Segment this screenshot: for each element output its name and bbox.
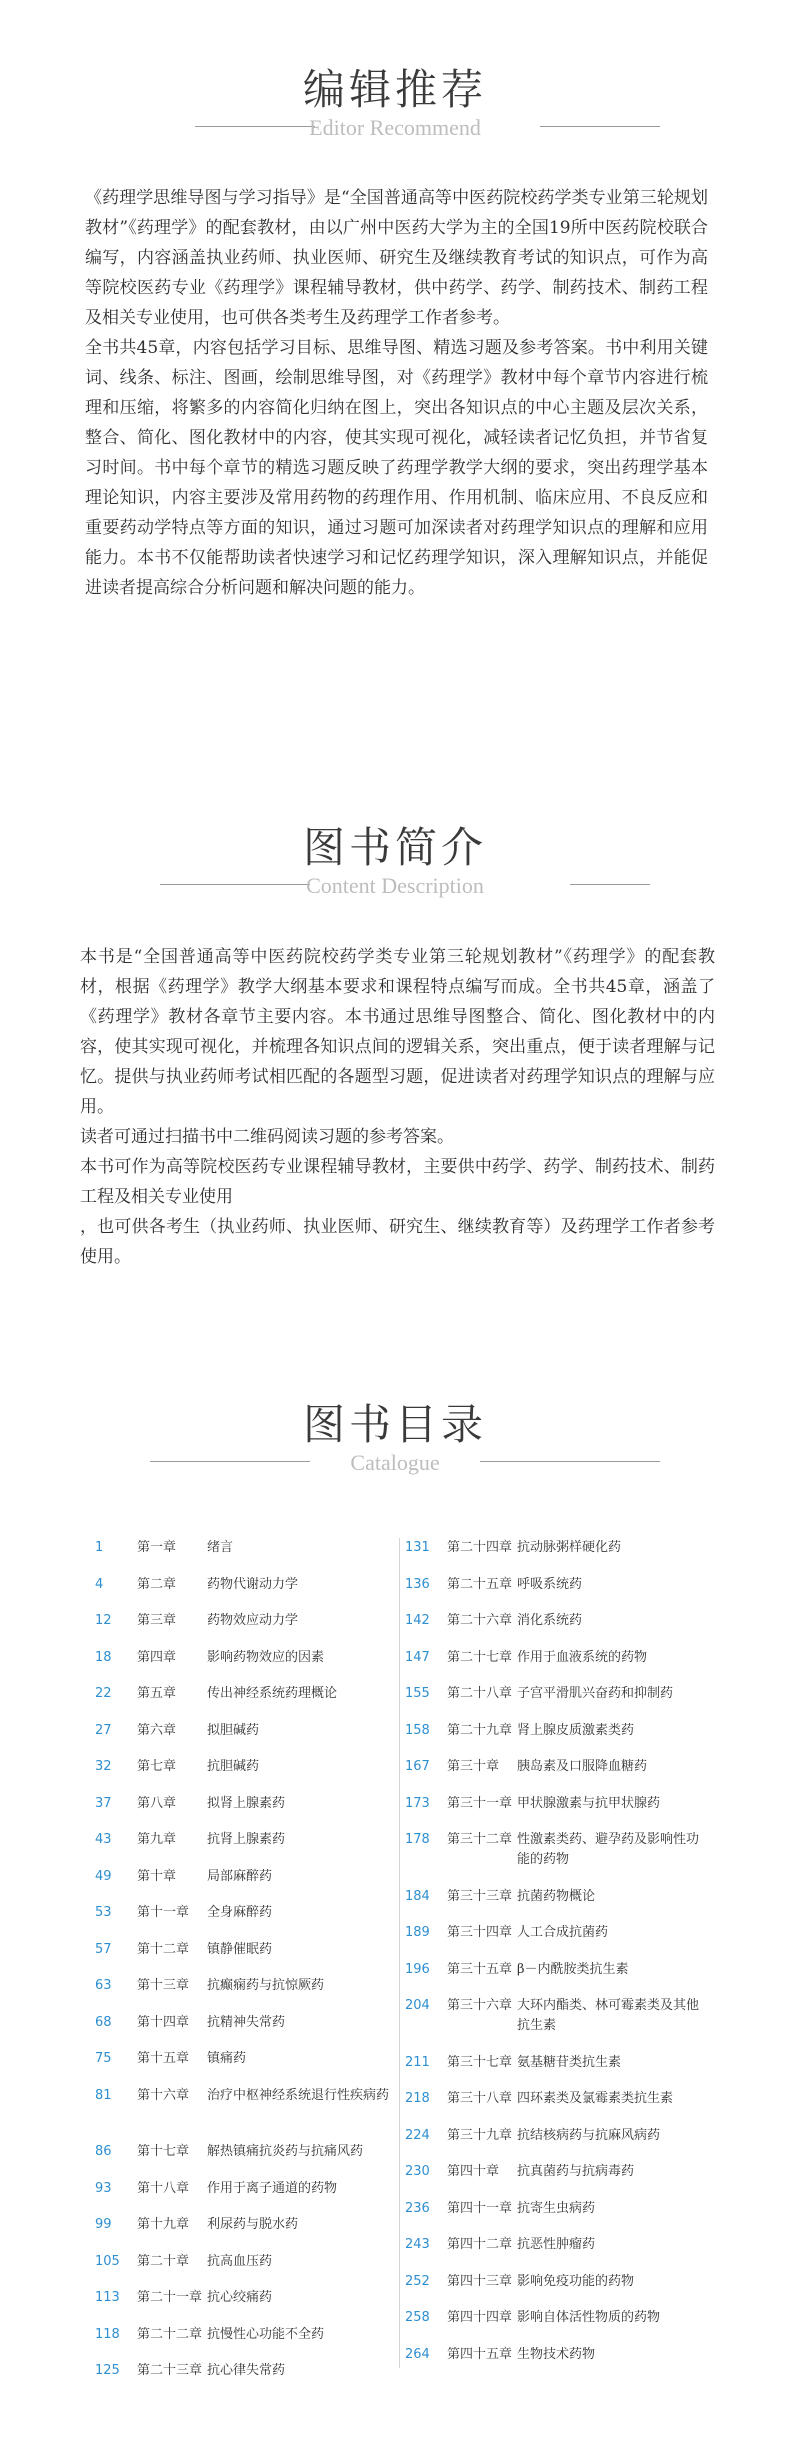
toc-page-number: 18 bbox=[95, 1649, 112, 1665]
toc-chapter-number: 第三章 bbox=[137, 1613, 177, 1628]
toc-page-number: 75 bbox=[95, 2051, 112, 2066]
paragraph: ，也可供各考生（执业药师、执业医师、研究生、继续教育等）及药理学工作者参考使用。 bbox=[80, 1217, 715, 1267]
toc-page-number: 12 bbox=[95, 1613, 112, 1628]
toc-page-number: 236 bbox=[405, 2200, 430, 2216]
toc-chapter-number: 第四十一章 bbox=[447, 2200, 513, 2216]
toc-chapter-title: 抗菌药物概论 bbox=[517, 1888, 596, 1904]
toc-chapter-number: 第二十九章 bbox=[447, 1722, 513, 1738]
toc-page-number: 158 bbox=[405, 1722, 430, 1738]
toc-page-number: 63 bbox=[95, 1978, 112, 1993]
toc-page-number: 178 bbox=[405, 1832, 430, 1847]
toc-page-number: 1 bbox=[95, 1540, 104, 1555]
toc-chapter-number: 第二十三章 bbox=[137, 2363, 203, 2378]
toc-chapter-title: 解热镇痛抗炎药与抗痛风药 bbox=[207, 2144, 364, 2159]
toc-chapter-number: 第八章 bbox=[137, 1795, 177, 1811]
toc-chapter-number: 第十一章 bbox=[137, 1905, 190, 1920]
toc-page-number: 118 bbox=[95, 2326, 120, 2342]
toc-chapter-number: 第二十四章 bbox=[447, 1540, 513, 1555]
toc-chapter-number: 第四十三章 bbox=[447, 2273, 513, 2289]
toc-page-number: 113 bbox=[95, 2290, 120, 2305]
toc-page-number: 224 bbox=[405, 2127, 430, 2143]
toc-chapter-title: 作用于离子通道的药物 bbox=[207, 2180, 338, 2196]
toc-chapter-number: 第五章 bbox=[137, 1686, 177, 1701]
toc-page-number: 37 bbox=[95, 1795, 112, 1811]
toc-chapter-number: 第三十二章 bbox=[447, 1832, 513, 1847]
toc-chapter-title: 抗恶性肿瘤药 bbox=[517, 2237, 596, 2252]
toc-chapter-number: 第九章 bbox=[137, 1832, 177, 1847]
toc-chapter-number: 第三十九章 bbox=[447, 2127, 513, 2143]
toc-chapter-title: 抗结核病药与抗麻风病药 bbox=[517, 2127, 661, 2143]
toc-chapter-number: 第十二章 bbox=[137, 1941, 190, 1957]
toc-chapter-title: 作用于血液系统的药物 bbox=[517, 1649, 648, 1665]
toc-chapter-number: 第四章 bbox=[137, 1649, 177, 1665]
toc-chapter-title: 甲状腺激素与抗甲状腺药 bbox=[517, 1795, 661, 1811]
toc-page-number: 184 bbox=[405, 1888, 430, 1904]
toc-page-number: 68 bbox=[95, 2014, 112, 2030]
toc-page-number: 131 bbox=[405, 1540, 430, 1555]
toc-chapter-title: 拟胆碱药 bbox=[207, 1722, 260, 1738]
toc-chapter-title: 抗动脉粥样硬化药 bbox=[517, 1540, 622, 1555]
toc-page-number: 86 bbox=[95, 2144, 112, 2159]
toc-chapter-number: 第二十六章 bbox=[447, 1613, 513, 1628]
toc-chapter-title: 性激素类药、避孕药及影响性功能的药物 bbox=[517, 1832, 700, 1867]
toc-page-number: 258 bbox=[405, 2310, 430, 2325]
toc-page-number: 99 bbox=[95, 2217, 112, 2232]
toc-page-number: 93 bbox=[95, 2180, 112, 2196]
toc-page-number: 264 bbox=[405, 2346, 430, 2362]
toc-chapter-number: 第二十一章 bbox=[137, 2290, 203, 2305]
toc-page-number: 218 bbox=[405, 2091, 430, 2106]
toc-chapter-number: 第十三章 bbox=[137, 1978, 190, 1993]
toc-chapter-title: 绪言 bbox=[207, 1540, 234, 1555]
toc-chapter-number: 第四十二章 bbox=[447, 2237, 513, 2252]
editor-recommend-text bbox=[85, 183, 708, 603]
content-description-text bbox=[80, 942, 715, 1272]
toc-page-number: 32 bbox=[95, 1759, 112, 1774]
toc-chapter-number: 第二十章 bbox=[137, 2253, 190, 2269]
toc-chapter-title: 抗胆碱药 bbox=[207, 1759, 260, 1774]
toc-chapter-number: 第三十三章 bbox=[447, 1888, 513, 1904]
toc-chapter-title: 影响自体活性物质的药物 bbox=[517, 2310, 661, 2325]
toc-page-number: 167 bbox=[405, 1759, 430, 1774]
toc-chapter-title: 抗心绞痛药 bbox=[207, 2290, 273, 2305]
toc-chapter-number: 第三十章 bbox=[447, 1759, 500, 1774]
section-title: 图书简介 bbox=[302, 823, 487, 872]
toc-page-number: 155 bbox=[405, 1686, 430, 1701]
toc-chapter-number: 第十八章 bbox=[137, 2180, 190, 2196]
toc-chapter-title: 抗肾上腺素药 bbox=[207, 1832, 286, 1847]
toc-chapter-title: β－内酰胺类抗生素 bbox=[517, 1961, 629, 1977]
toc-page-number: 49 bbox=[95, 1868, 112, 1884]
section-title: 编辑推荐 bbox=[302, 65, 487, 114]
toc-chapter-number: 第四十五章 bbox=[447, 2346, 513, 2362]
paragraph: 本书是“全国普通高等中医药院校药学类专业第三轮规划教材”《药理学》的配套教材，根据《药理学》教学大纲基本要求和课程特点编写而成。全书共45章，涵盖了《药理学》教材各章节主要内容。本书通过思维导图整合、简化、图化教材中的内容，使其实现可视化，并梳理各知识点间的逻辑关系，突出重点，便于读者理解与记忆。提供与执业药师考试相匹配的各题型习题，促进读者对药理学知识点的理解与应用。 bbox=[80, 947, 715, 1117]
toc-chapter-number: 第二十八章 bbox=[447, 1686, 513, 1701]
paragraph: 读者可通过扫描书中二维码阅读习题的参考答案。 bbox=[80, 1127, 454, 1147]
toc-chapter-title: 利尿药与脱水药 bbox=[207, 2217, 299, 2232]
editor-recommend-header bbox=[0, 62, 790, 172]
toc-chapter-title: 抗癫痫药与抗惊厥药 bbox=[207, 1978, 325, 1993]
toc-page-number: 189 bbox=[405, 1925, 430, 1940]
toc-chapter-number: 第四十章 bbox=[447, 2164, 500, 2179]
toc-chapter-title: 呼吸系统药 bbox=[517, 1576, 583, 1592]
toc-chapter-title: 抗真菌药与抗病毒药 bbox=[517, 2164, 635, 2179]
toc-chapter-title: 胰岛素及口服降血糖药 bbox=[517, 1759, 648, 1774]
toc-page-number: 125 bbox=[95, 2363, 120, 2378]
toc-chapter-title: 传出神经系统药理概论 bbox=[207, 1686, 338, 1701]
toc-chapter-number: 第七章 bbox=[137, 1759, 177, 1774]
toc-chapter-number: 第三十六章 bbox=[447, 1998, 513, 2013]
toc-chapter-title: 子宫平滑肌兴奋药和抑制药 bbox=[517, 1686, 674, 1701]
toc-page-number: 136 bbox=[405, 1576, 430, 1592]
toc-page-number: 147 bbox=[405, 1649, 430, 1665]
toc-chapter-number: 第十六章 bbox=[137, 2087, 190, 2103]
toc-page-number: 105 bbox=[95, 2253, 120, 2269]
toc-chapter-title: 镇静催眠药 bbox=[207, 1941, 273, 1957]
toc-chapter-title: 药物代谢动力学 bbox=[207, 1576, 299, 1592]
catalogue-header bbox=[0, 1397, 790, 1507]
toc-divider bbox=[399, 1538, 400, 2368]
content-description-header bbox=[0, 820, 790, 930]
paragraph: 本书可作为高等院校医药专业课程辅导教材，主要供中药学、药学、制药技术、制药工程及相关专业使用 bbox=[80, 1157, 715, 1207]
toc-chapter-number: 第三十一章 bbox=[447, 1795, 513, 1811]
toc-page-number: 22 bbox=[95, 1686, 112, 1701]
section-subtitle: Catalogue bbox=[350, 1450, 440, 1475]
section-title: 图书目录 bbox=[302, 1400, 487, 1449]
toc-chapter-title: 抗精神失常药 bbox=[207, 2014, 286, 2030]
toc-page-number: 243 bbox=[405, 2237, 430, 2252]
toc-page-number: 196 bbox=[405, 1961, 430, 1977]
toc-page-number: 53 bbox=[95, 1905, 112, 1920]
toc-chapter-title: 治疗中枢神经系统退行性疾病药 bbox=[207, 2087, 390, 2103]
toc-chapter-number: 第二十二章 bbox=[137, 2326, 203, 2342]
toc-chapter-title: 镇痛药 bbox=[207, 2051, 247, 2066]
section-subtitle: Editor Recommend bbox=[309, 115, 481, 140]
toc-page-number: 173 bbox=[405, 1795, 430, 1811]
toc-chapter-title: 生物技术药物 bbox=[517, 2346, 596, 2362]
toc-chapter-number: 第三十八章 bbox=[447, 2091, 513, 2106]
toc-chapter-title: 抗高血压药 bbox=[207, 2253, 273, 2269]
toc-chapter-title: 影响免疫功能的药物 bbox=[517, 2273, 635, 2289]
toc-chapter-title: 肾上腺皮质激素类药 bbox=[517, 1722, 635, 1738]
toc-chapter-title: 四环素类及氯霉素类抗生素 bbox=[517, 2091, 674, 2106]
toc-chapter-number: 第十四章 bbox=[137, 2014, 190, 2030]
toc-chapter-title: 大环内酯类、林可霉素类及其他抗生素 bbox=[517, 1998, 700, 2033]
toc-page-number: 142 bbox=[405, 1613, 430, 1628]
toc-chapter-title: 全身麻醉药 bbox=[207, 1905, 273, 1920]
toc-chapter-number: 第三十五章 bbox=[447, 1961, 513, 1977]
toc-page-number: 230 bbox=[405, 2164, 430, 2179]
toc-chapter-number: 第三十七章 bbox=[447, 2054, 513, 2070]
toc-page-number: 81 bbox=[95, 2087, 112, 2103]
paragraph: 全书共45章，内容包括学习目标、思维导图、精选习题及参考答案。书中利用关键词、线条、标注、图画，绘制思维导图，对《药理学》教材中每个章节内容进行梳理和压缩，将繁多的内容简化归纳在图上，突出各知识点的中心主题及层次关系，整合、简化、图化教材中的内容，使其实现可视化，减轻读者记忆负担，并节省复习时间。书中每个章节的精选习题反映了药理学教学大纲的要求，突出药理学基本理论知识，内容主要涉及常用药物的药理作用、作用机制、临床应用、不良反应和重要药动学特点等方面的知识，通过习题可加深读者对药理学知识点的理解和应用能力。本书不仅能帮助读者快速学习和记忆药理学知识，深入理解知识点，并能促进读者提高综合分析问题和解决问题的能力。 bbox=[85, 338, 708, 598]
toc-page-number: 211 bbox=[405, 2054, 430, 2070]
table-of-contents bbox=[95, 1538, 705, 2378]
toc-chapter-number: 第十五章 bbox=[137, 2051, 190, 2066]
toc-page-number: 252 bbox=[405, 2273, 430, 2289]
toc-page-number: 204 bbox=[405, 1998, 430, 2013]
toc-page-number: 43 bbox=[95, 1832, 112, 1847]
toc-chapter-number: 第一章 bbox=[137, 1540, 177, 1555]
toc-chapter-number: 第二章 bbox=[137, 1576, 177, 1592]
toc-chapter-number: 第二十七章 bbox=[447, 1649, 513, 1665]
toc-chapter-title: 氨基糖苷类抗生素 bbox=[517, 2054, 622, 2070]
section-subtitle: Content Description bbox=[306, 873, 484, 898]
toc-chapter-title: 药物效应动力学 bbox=[207, 1613, 299, 1628]
toc-chapter-number: 第十七章 bbox=[137, 2144, 190, 2159]
toc-chapter-title: 拟肾上腺素药 bbox=[207, 1795, 286, 1811]
toc-page-number: 27 bbox=[95, 1722, 112, 1738]
toc-chapter-title: 人工合成抗菌药 bbox=[517, 1925, 609, 1940]
toc-chapter-title: 抗慢性心功能不全药 bbox=[207, 2326, 325, 2342]
toc-page-number: 4 bbox=[95, 1576, 104, 1592]
toc-chapter-number: 第三十四章 bbox=[447, 1925, 513, 1940]
toc-chapter-title: 局部麻醉药 bbox=[207, 1868, 273, 1884]
toc-chapter-number: 第六章 bbox=[137, 1722, 177, 1738]
paragraph: 《药理学思维导图与学习指导》是“全国普通高等中医药院校药学类专业第三轮规划教材”《药理学》的配套教材，由以广州中医药大学为主的全国19所中医药院校联合编写，内容涵盖执业药师、执业医师、研究生及继续教育考试的知识点，可作为高等院校医药专业《药理学》课程辅导教材，供中药学、药学、制药技术、制药工程及相关专业使用，也可供各类考生及药理学工作者参考。 bbox=[85, 188, 708, 328]
toc-chapter-title: 影响药物效应的因素 bbox=[207, 1649, 325, 1665]
toc-chapter-title: 抗心律失常药 bbox=[207, 2363, 286, 2378]
toc-page-number: 57 bbox=[95, 1941, 112, 1957]
toc-chapter-title: 消化系统药 bbox=[517, 1613, 583, 1628]
toc-chapter-number: 第十章 bbox=[137, 1868, 177, 1884]
toc-chapter-title: 抗寄生虫病药 bbox=[517, 2200, 596, 2216]
toc-chapter-number: 第十九章 bbox=[137, 2217, 190, 2232]
toc-chapter-number: 第二十五章 bbox=[447, 1576, 513, 1592]
toc-chapter-number: 第四十四章 bbox=[447, 2310, 513, 2325]
